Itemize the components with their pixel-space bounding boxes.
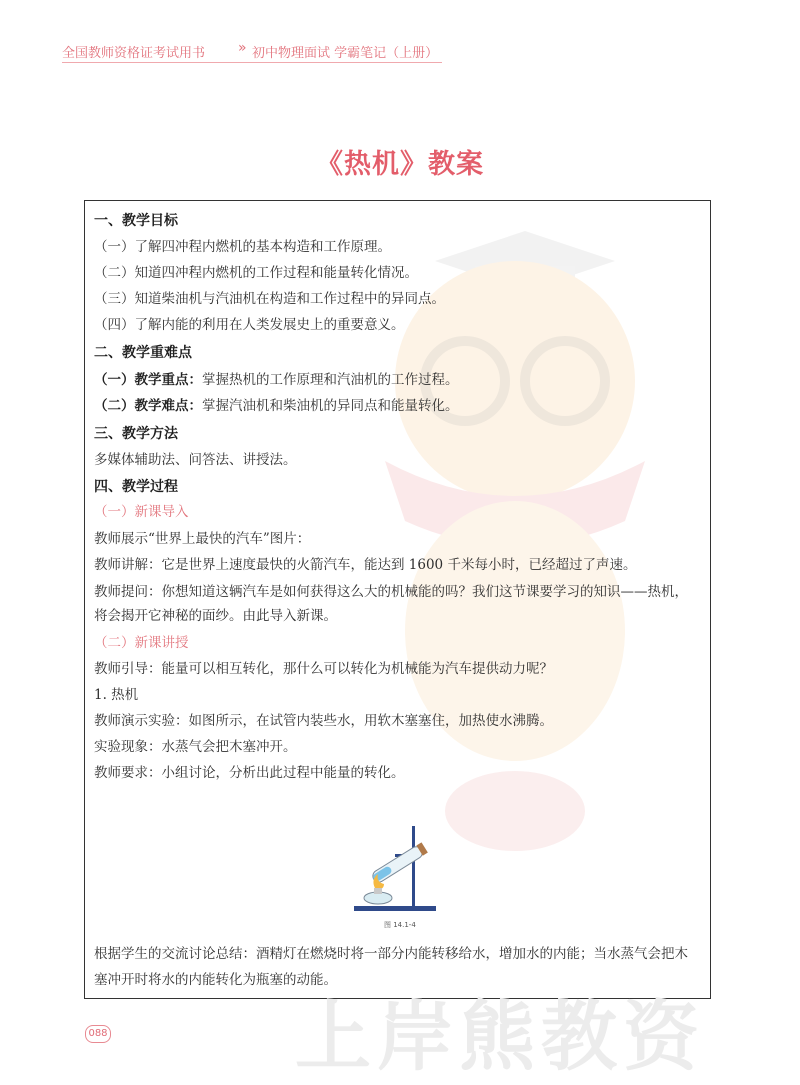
teach-subheading: （二）新课讲授 <box>94 635 189 651</box>
goal-item: （二）知道四冲程内燃机的工作过程和能量转化情况。 <box>94 265 418 281</box>
page-title: 《热机》教案 <box>316 149 484 180</box>
watermark-text: 上岸熊教资 <box>295 992 705 1081</box>
teach-line: 教师演示实验：如图所示，在试管内装些水，用软木塞塞住，加热使水沸腾。 <box>94 713 553 729</box>
key-point-line <box>94 371 459 389</box>
intro-line: 教师提问：你想知道这辆汽车是如何获得这么大的机械能的吗？我们这节课要学习的知识——热机， <box>94 584 688 600</box>
series-title: 全国教师资格证考试用书 <box>62 46 206 61</box>
section-methods-heading: 三、教学方法 <box>94 426 178 442</box>
difficult-point-text: 掌握汽油机和柴油机的异同点和能量转化。 <box>202 398 459 414</box>
book-title: 初中物理面试 学霸笔记（上册） <box>252 46 439 61</box>
header-separator: » <box>238 40 247 56</box>
experiment-figure <box>340 818 450 928</box>
key-point-label: （一）教学重点： <box>94 372 202 388</box>
intro-line: 将会揭开它神秘的面纱。由此导入新课。 <box>94 608 337 624</box>
teach-line: 教师引导：能量可以相互转化，那什么可以转化为机械能为汽车提供动力呢？ <box>94 661 553 677</box>
key-point-text: 掌握热机的工作原理和汽油机的工作过程。 <box>202 372 459 388</box>
section-keypoints-heading: 二、教学重难点 <box>94 345 192 361</box>
difficult-point-label: （二）教学难点： <box>94 398 202 414</box>
teach-line: 教师要求：小组讨论，分析出此过程中能量的转化。 <box>94 765 405 781</box>
header-rule <box>62 62 442 63</box>
intro-line: 教师展示“世界上最快的汽车”图片： <box>94 531 311 547</box>
figure-caption: 图 14.1-4 <box>384 921 416 929</box>
intro-subheading: （一）新课导入 <box>94 504 189 520</box>
methods-text: 多媒体辅助法、问答法、讲授法。 <box>94 452 297 468</box>
section-process-heading: 四、教学过程 <box>94 479 178 495</box>
teach-line: 1. 热机 <box>94 687 139 703</box>
summary-line: 根据学生的交流讨论总结：酒精灯在燃烧时将一部分内能转移给水，增加水的内能；当水蒸气会把木 <box>94 946 688 962</box>
goal-item: （三）知道柴油机与汽油机在构造和工作过程中的异同点。 <box>94 291 445 307</box>
difficult-point-line <box>94 397 459 415</box>
goal-item: （一）了解四冲程内燃机的基本构造和工作原理。 <box>94 239 391 255</box>
goal-item: （四）了解内能的利用在人类发展史上的重要意义。 <box>94 317 405 333</box>
summary-line: 塞冲开时将水的内能转化为瓶塞的动能。 <box>94 972 337 988</box>
teach-line: 实验现象：水蒸气会把木塞冲开。 <box>94 739 297 755</box>
section-goals-heading: 一、教学目标 <box>94 213 178 229</box>
page-number: 088 <box>85 1025 111 1043</box>
intro-line: 教师讲解：它是世界上速度最快的火箭汽车，能达到 1600 千米每小时，已经超过了声速。 <box>94 557 637 573</box>
running-header <box>62 38 442 62</box>
